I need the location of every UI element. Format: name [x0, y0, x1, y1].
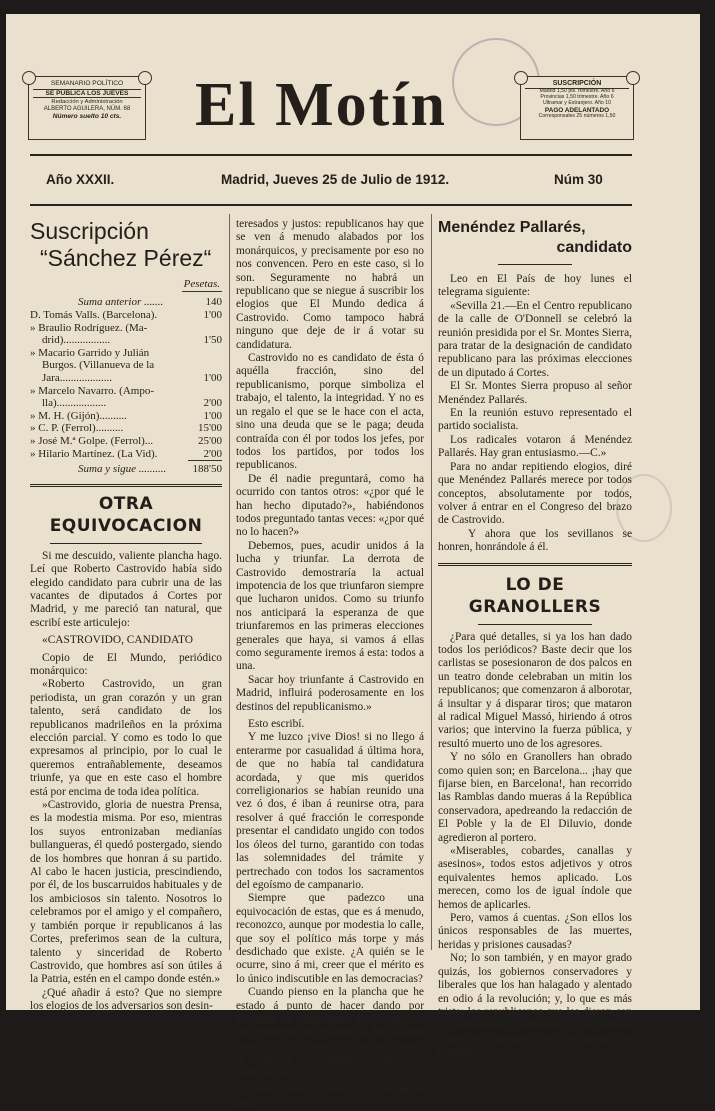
list-item [30, 448, 222, 462]
paragraph: Y no sólo en Granollers han obrado como quien son; en Barcelona... ¡hay que fijarse bien, en Barcelona!, han recorrido las Ramblas dando mueras á la República conservadora, apedreando la redacción de El Poble y la de El Diluvio, donde agredieron al portero. [438, 751, 632, 844]
paragraph: Para no andar repitiendo elogios, diré que Menéndez Pallarés merece por todos conceptos, absolutamente por todos, volver á entrar en el Congreso del brazo de Castrovido. [438, 460, 632, 527]
box-right-line: Madrid 1,50 pts. trimestre. Año 6 [539, 88, 615, 95]
paragraph: ¿Qué añadir á esto? Que no siempre los elogios de los adversarios son desin- [30, 986, 222, 1013]
list-item [30, 372, 222, 385]
donor-name: D. Tomás Valls. (Barcelona). [30, 309, 158, 321]
list-item [30, 385, 222, 398]
paragraph: Pero, vamos á cuentas. ¿Son ellos los únicos responsables de las muertes, heridas y prisiones causadas? [438, 912, 632, 951]
next-sum-amount: 188'50 [192, 463, 222, 476]
paragraph: ¡Pero, Señor, Señor!... ¡Qué necio soy! [236, 1084, 424, 1110]
list-item [30, 422, 222, 435]
paragraph: No; lo son también, y en mayor grado quizás, los gobiernos conservadores y liberales que los han halagado y alentado en odio á la revolución; y, lo que es más triste; los republicanos que les dieron con la Solidaridad beligerancia de partido digno de alternar con los demás de España. [438, 952, 632, 1059]
info-box-left [28, 76, 146, 140]
subscription-title: Suscripción [30, 218, 149, 244]
paragraph: Los radicales votaron á Menéndez Pallarés. Hay gran entusiasmo.—C.» [438, 433, 632, 460]
newspaper-page [6, 14, 700, 1110]
list-item [30, 435, 222, 448]
paragraph: ¿Para qué detalles, si ya los han dado todos los periódicos? Baste decir que los carlistas se posesionaron de dos palcos en un teatro donde celebraban un mitin los republicanos; que comenzaron á alborotar, á insultar y á disparar tiros; que mataron al radical Miguel Massó, hiriendo á otros varios; que intervino la fuerza pública, y resultó muerto uno de los agresores. [438, 630, 632, 750]
donor-amount: 15'00 [198, 422, 222, 435]
article-title: Menéndez Pallarés, [438, 219, 586, 236]
box-right-line: Ultramar y Extranjero. Año 10 [542, 99, 612, 106]
column-divider [229, 214, 230, 950]
paragraph: Esto escribí. [248, 718, 305, 731]
column-divider [431, 214, 432, 950]
list-item [30, 334, 222, 347]
donor-amount: 1'00 [203, 409, 222, 422]
paragraph: teresados y justos: republicanos hay que se ven á menudo alabados por los monárquicos, y precisamente por eso no nos convencen. Pero en este caso, si lo son. Seguramente no habrá un republicano que se niegue á suscribir los elogios que El Mundo dedica á Castrovido. Como tampoco habrá ninguno que deje de ir á votar su candidatura. [236, 218, 424, 351]
paragraph: Castrovido no es candidato de ésta ó aquélla fracción, sino del republicanismo, porque simboliza el trabajo, el talento, la integridad. Y no es un regalo el que se le hace con el acta, sino una deuda que se le paga; deuda contraída con él por todos los jefes, por todos los partidos, por todos los republicanos. [236, 352, 424, 472]
donor-name: lla).................. [42, 397, 107, 410]
donor-amount: 1'50 [203, 334, 222, 347]
box-left-line: Número suelto 10 cts. [52, 112, 122, 120]
box-left-line: Redacción y Administración [51, 99, 123, 106]
donor-name: » Macario Garrido y Julián [30, 346, 150, 359]
right-column [438, 218, 632, 1059]
box-right-line: PAGO ADELANTADO [544, 106, 610, 114]
list-item [30, 347, 222, 360]
list-item [30, 322, 222, 335]
paragraph: Cuando pienso en la plancha que he estado á punto de hacer dando por acordada la candidatura de Castrovido, me acometen los escalofríos del ridículo periodístico, y sepulto entre mis manos la cabeza, exclamando con voz entrecortada: [236, 986, 424, 1079]
next-sum-label: Suma y sigue .......... [78, 463, 167, 476]
paragraph: Sacar hoy triunfante á Castrovido en Madrid, influirá poderosamente en los destinos del republicanismo.» [236, 673, 424, 713]
box-right-line: Corresponsales 25 números 1,50 [538, 113, 616, 120]
article-title: OTRA EQUIVOCACION [49, 493, 203, 536]
donor-amount: 1'00 [203, 309, 222, 321]
box-right-line: SUSCRIPCIÓN [525, 80, 629, 89]
donor-amount [188, 385, 222, 398]
donor-amount [188, 359, 222, 372]
paragraph: El Sr. Montes Sierra propuso al señor Menéndez Pallarés. [438, 380, 632, 406]
subscription-list [30, 296, 222, 475]
middle-column [236, 218, 424, 1110]
article-subtitle: candidato [556, 239, 632, 256]
donor-name: » C. P. (Ferrol).......... [30, 422, 124, 435]
issue-number: Núm 30 [554, 172, 603, 187]
box-left-line: SE PUBLICA LOS JUEVES [33, 89, 141, 99]
article-title: LO DE GRANOLLERS [468, 574, 602, 617]
previous-sum-label: Suma anterior ....... [78, 296, 164, 309]
donor-name: » Hilario Martínez. (La Vid). [30, 447, 158, 460]
donor-amount: 2'00 [203, 397, 222, 410]
next-sum-row [30, 463, 222, 476]
paragraph: En la reunión estuvo representado el partido socialista. [438, 407, 632, 433]
paragraph: Leo en El País de hoy lunes el telegrama siguiente: [438, 273, 632, 299]
donor-name: » M. H. (Gijón).......... [30, 409, 127, 422]
paragraph: Y me luzco ¡vive Dios! si no llego á enterarme por casualidad á última hora, de que no había tal candidatura acordada, y que mis queridos correligionarios se habían reunido una vez ó dos, é iban á reunirse otra, para resolver á qué fracción le corresponde presentar el candidato ungido con todos los óleos del turno, garantido con todas las solemnidades del trámite y pertrechado con todos los sacramentos del egoísmo de campanario. [236, 731, 424, 891]
box-right-line: Provincias 1,50 trimestre. Año 6 [540, 94, 614, 101]
list-item [30, 309, 222, 322]
list-item [30, 410, 222, 423]
paragraph: Siempre que padezco una equivocación de estas, que es á menudo, reconozco, aunque por modestia lo calle, que soy el político más torpe y más desdichado que existe. ¿A quién se le ocurre, sino á mi, creer que el mérito es lo único indiscutible en las democracias? [236, 892, 424, 985]
list-item [30, 359, 222, 372]
date-label: Madrid, Jueves 25 de Julio de 1912. [221, 172, 450, 187]
left-column [30, 218, 222, 1013]
paragraph: Copio de El Mundo, periódico monárquico: [30, 651, 222, 677]
donor-name: drid)................. [42, 334, 111, 347]
paragraph: Si me descuido, valiente plancha hago. Leí que Roberto Castrovido había sido elegido candidato para cubrir una de las vacantes de diputados á Cortes por Madrid, y me pareció tan natural, que escribí este articulejo: [30, 549, 222, 629]
donor-amount: 1'00 [203, 371, 222, 384]
masthead-title: El Motín [195, 71, 447, 139]
donor-amount: 2'00 [188, 448, 222, 462]
year-label: Año XXXII. [46, 172, 115, 187]
paragraph: »Castrovido, gloria de nuestra Prensa, es la modestia misma. Por eso, mientras los suyos entronizaban medianías bullangueras, él quedó postergado, siendo de los hombres que honran á su partido. Al cabo le hacen justicia, prescindiendo, por él, de los buscarruidos habituales y de los ambiciosos sin talento. Nosotros lo celebramos por el amigo y el compañero, y también porque ir republicanos á las Cortes, preferimos sean de la cultura, talento y sinceridad de Roberto Castrovido, que hombres así son útiles á la Patria, estén en el campo donde estén.» [30, 799, 222, 986]
box-left-line: ALBERTO AGUILERA, NÚM. 68 [43, 105, 131, 112]
paragraph: «Miserables, cobardes, canallas y asesinos», todos estos adjetivos y otros equivalentes hemos aplicado. Los merecen, como los de igual índole que hemos de aplicarles. [438, 845, 632, 911]
dateline-rule-top [30, 154, 632, 156]
donor-name: » Marcelo Navarro. (Ampo- [30, 384, 155, 397]
paragraph: Y ahora que los sevillanos se honren, honrándole á él. [438, 527, 632, 554]
box-left-line: SEMANARIO POLÍTICO [50, 80, 124, 87]
paragraph: Debemos, pues, acudir unidos á la lucha y triunfar. La derrota de Castrovido demostraría la actual impotencia de los que triunfaron siempre que lucharon unidos. Como su triunfo nos anticipará la esperanza de que triunfaremos en las primeras elecciones generales que haya, si vamos á ellas como seguramente iremos á esta: todos a una. [236, 539, 424, 673]
donor-amount: 25'00 [198, 434, 222, 447]
list-item [30, 397, 222, 410]
paragraph: De él nadie preguntará, como ha ocurrido con tantos otros: «¿por qué le han hecho diputado?», habiéndonos todos preguntado tantas veces: «¿por qué no lo hacen?» [236, 472, 424, 539]
previous-sum-amount: 140 [205, 296, 222, 309]
donor-name: » José M.ª Golpe. (Ferrol)... [30, 434, 154, 447]
dateline-rule-bottom [30, 204, 632, 206]
previous-sum-row [30, 296, 222, 309]
donor-amount [188, 347, 222, 360]
paragraph: «CASTROVIDO, CANDIDATO [42, 634, 194, 647]
donor-name: Jara................... [42, 371, 112, 384]
subscription-name: “Sánchez Pérez“ [40, 245, 212, 271]
paragraph: «Roberto Castrovido, un gran periodista, un gran corazón y un gran talento, será candidato de los republicanos madrileños en la próxima elección parcial. Y como es todo lo que expresamos al principio, por lo cual le queremos entrañablemente, deseamos triunfe, ya que en este caso el hombre está por encima de toda idea política. [30, 678, 222, 798]
info-box-right [520, 76, 634, 140]
paragraph: «Sevilla 21.—En el Centro republicano de la calle de O'Donnell se celebró la reunión presidida por el Sr. Montes Sierra, para tratar de la designación de candidato republicano para las próximas elecciones de un diputado á Cortes. [438, 299, 632, 379]
donor-name: Burgos. (Villanueva de la [42, 359, 155, 372]
donor-amount [188, 322, 222, 335]
donor-name: » Braulio Rodríguez. (Ma- [30, 321, 148, 334]
pesetas-header: Pesetas. [182, 278, 222, 292]
